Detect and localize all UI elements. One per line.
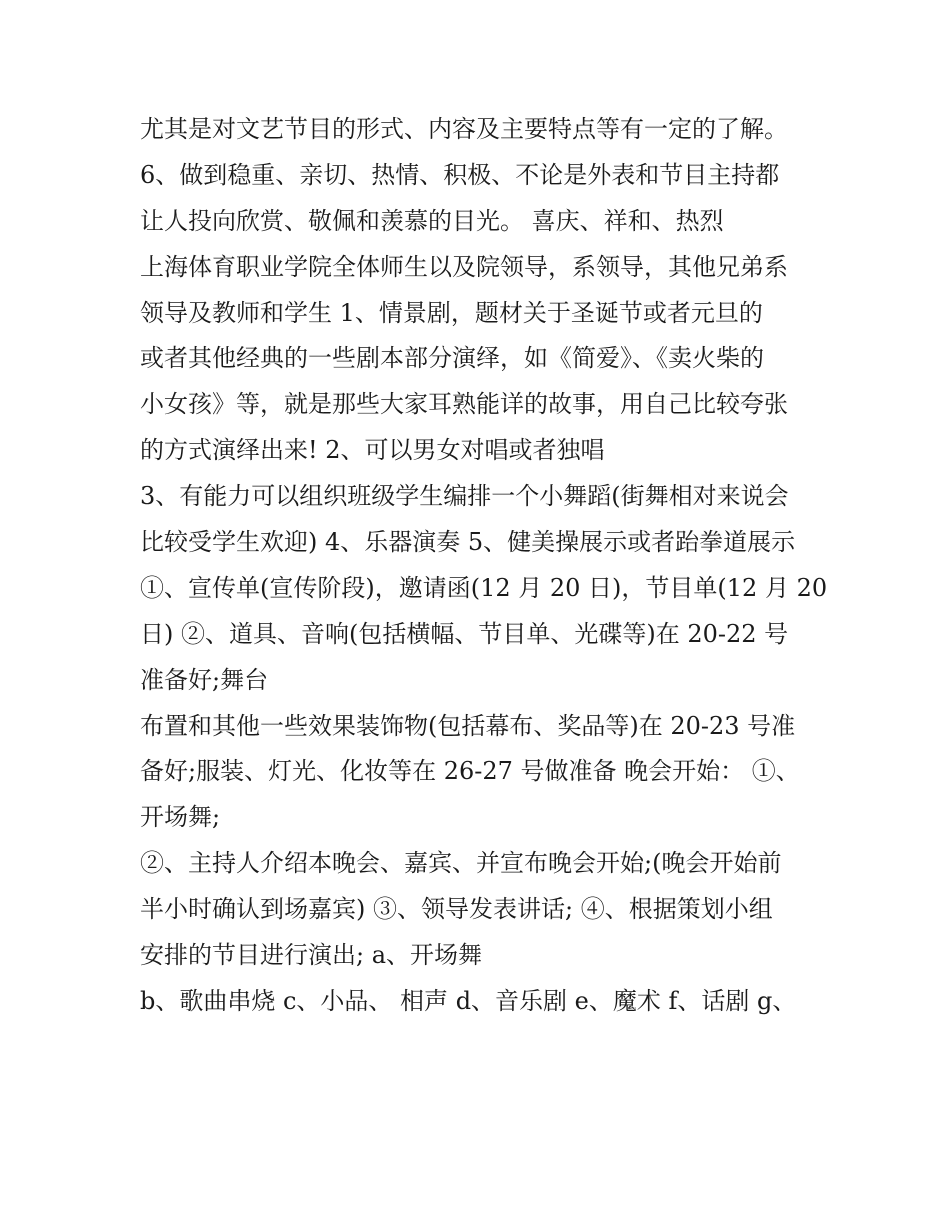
text-line-15: 备好;服装、灯光、化妆等在 26-27 号做准备 晚会开始： ①、: [140, 757, 800, 786]
text-line-14: 布置和其他一些效果装饰物(包括幕布、奖品等)在 20-23 号准: [140, 711, 796, 740]
text-line-2: 6、做到稳重、亲切、热情、积极、不论是外表和节目主持都: [140, 160, 780, 189]
text-line-19: 安排的节目进行演出; a、开场舞: [140, 941, 483, 970]
text-line-17: ②、主持人介绍本晚会、嘉宾、并宣布晚会开始;(晚会开始前: [140, 849, 782, 878]
text-line-4: 上海体育职业学院全体师生以及院领导，系领导，其他兄弟系: [140, 252, 788, 281]
text-line-16: 开场舞;: [140, 803, 221, 832]
text-line-5: 领导及教师和学生 1、情景剧，题材关于圣诞节或者元旦的: [140, 298, 763, 327]
text-line-7: 小女孩》等，就是那些大家耳熟能详的故事，用自己比较夸张: [140, 390, 788, 419]
text-line-8: 的方式演绎出来! 2、可以男女对唱或者独唱: [140, 436, 605, 465]
text-line-6: 或者其他经典的一些剧本部分演绎，如《简爱》、《卖火柴的: [140, 344, 764, 373]
text-line-13: 准备好;舞台: [140, 665, 269, 694]
document-body: [140, 107, 830, 1025]
text-line-12: 日) ②、道具、音响(包括横幅、节目单、光碟等)在 20-22 号: [140, 619, 789, 648]
text-line-1: 尤其是对文艺节目的形式、内容及主要特点等有一定的了解。: [140, 115, 788, 143]
text-line-3: 让人投向欣赏、敬佩和羡慕的目光。 喜庆、祥和、热烈: [140, 206, 724, 235]
text-line-20: b、歌曲串烧 c、小品、 相声 d、音乐剧 e、魔术 f、话剧 g、: [140, 986, 797, 1015]
text-line-18: 半小时确认到场嘉宾) ③、领导发表讲话; ④、根据策划小组: [140, 895, 773, 924]
text-line-11: ①、宣传单(宣传阶段)，邀请函(12 月 20 日)，节目单(12 月 20: [140, 573, 828, 602]
text-line-10: 比较受学生欢迎) 4、乐器演奏 5、健美操展示或者跆拳道展示: [140, 528, 796, 557]
text-line-9: 3、有能力可以组织班级学生编排一个小舞蹈(街舞相对来说会: [140, 482, 789, 511]
